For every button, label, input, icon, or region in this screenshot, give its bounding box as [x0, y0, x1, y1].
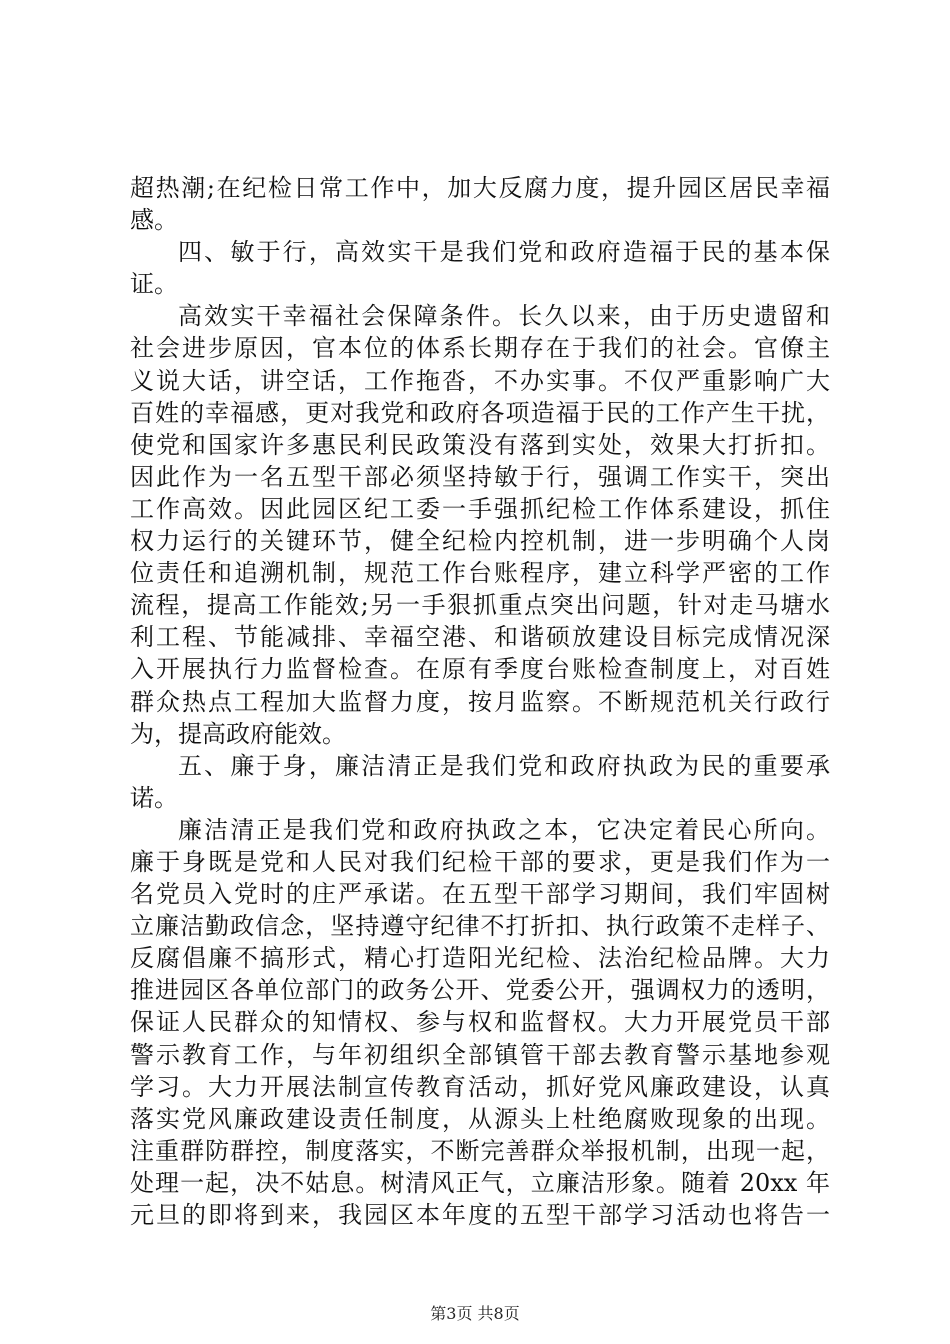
- section-heading-line: 诺。: [130, 783, 178, 812]
- page-number-footer: 第3页 共8页: [430, 1304, 520, 1323]
- text-line: 超热潮;在纪检日常工作中，加大反腐力度，提升园区居民幸福: [130, 174, 830, 202]
- text-line: 百姓的幸福感，更对我党和政府各项造福于民的工作产生干扰，: [130, 398, 830, 427]
- text-line: 位责任和追溯机制，规范工作台账程序，建立科学严密的工作: [130, 559, 830, 588]
- text-line: 廉洁清正是我们党和政府执政之本，它决定着民心所向。: [178, 815, 830, 844]
- text-line: 学习。大力开展法制宣传教育活动，抓好党风廉政建设，认真: [130, 1072, 830, 1101]
- text-line: 使党和国家许多惠民利民政策没有落到实处，效果大打折扣。: [130, 430, 830, 459]
- text-line: 工作高效。因此园区纪工委一手强抓纪检工作体系建设，抓住: [130, 494, 830, 523]
- text-line: 警示教育工作，与年初组织全部镇管干部去教育警示基地参观: [130, 1040, 830, 1069]
- text-line: 因此作为一名五型干部必须坚持敏于行，强调工作实干，突出: [130, 462, 830, 491]
- text-line: 反腐倡廉不搞形式，精心打造阳光纪检、法治纪检品牌。大力: [130, 944, 830, 973]
- body-text: [130, 172, 830, 1231]
- text-line: 落实党风廉政建设责任制度，从源头上杜绝腐败现象的出现。: [130, 1104, 830, 1133]
- text-line: 名党员入党时的庄严承诺。在五型干部学习期间，我们牢固树: [130, 880, 830, 909]
- text-line: 社会进步原因，官本位的体系长期存在于我们的社会。官僚主: [130, 334, 830, 363]
- text-line: 注重群防群控，制度落实，不断完善群众举报机制，出现一起，: [130, 1136, 830, 1165]
- text-line: 群众热点工程加大监督力度，按月监察。不断规范机关行政行: [130, 687, 830, 716]
- text-line: 权力运行的关键环节，健全纪检内控机制，进一步明确个人岗: [130, 527, 830, 556]
- text-line: 感。: [130, 206, 178, 235]
- text-line: 利工程、节能减排、幸福空港、和谐硕放建设目标完成情况深: [130, 623, 830, 652]
- text-line: 为，提高政府能效。: [130, 719, 346, 748]
- text-line: 义说大话，讲空话，工作拖沓，不办实事。不仅严重影响广大: [130, 366, 830, 395]
- text-line: 元旦的即将到来，我园区本年度的五型干部学习活动也将告一: [130, 1201, 830, 1229]
- section-heading-line: 五、廉于身，廉洁清正是我们党和政府执政为民的重要承: [178, 751, 830, 780]
- section-heading-line: 证。: [130, 270, 178, 299]
- text-line: 处理一起，决不姑息。树清风正气，立廉洁形象。随着 20xx 年: [130, 1168, 830, 1197]
- text-line: 保证人民群众的知情权、参与权和监督权。大力开展党员干部: [130, 1008, 830, 1037]
- text-line: 流程，提高工作能效;另一手狠抓重点突出问题，针对走马塘水: [130, 591, 830, 620]
- text-line: 廉于身既是党和人民对我们纪检干部的要求，更是我们作为一: [130, 847, 830, 876]
- text-line: 立廉洁勤政信念，坚持遵守纪律不打折扣、执行政策不走样子、: [130, 912, 830, 941]
- text-line: 入开展执行力监督检查。在原有季度台账检查制度上，对百姓: [130, 655, 830, 684]
- section-heading-line: 四、敏于行，高效实干是我们党和政府造福于民的基本保: [178, 238, 830, 267]
- text-line: 高效实干幸福社会保障条件。长久以来，由于历史遗留和: [178, 302, 830, 331]
- text-line: 推进园区各单位部门的政务公开、党委公开，强调权力的透明，: [130, 976, 830, 1005]
